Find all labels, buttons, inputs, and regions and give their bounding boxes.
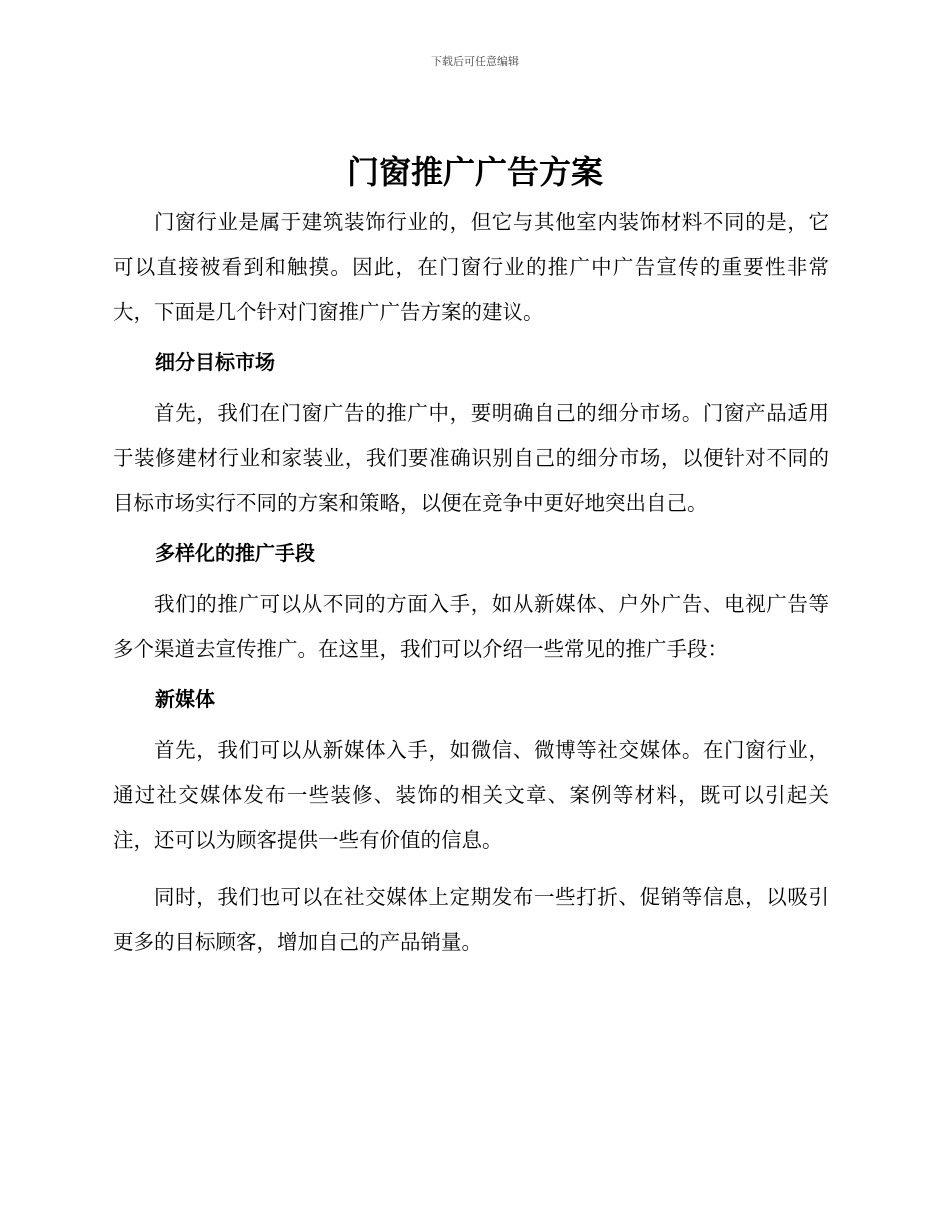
intro-paragraph: 门窗行业是属于建筑装饰行业的，但它与其他室内装饰材料不同的是，它可以直接被看到和触摸。因此，在门窗行业的推广中广告宣传的重要性非常大，下面是几个针对门窗推广广告方案的建议。 <box>113 210 829 324</box>
section-heading-new-media: 新媒体 <box>155 687 215 711</box>
document-body <box>113 200 829 965</box>
paragraph-target-market: 首先，我们在门窗广告的推广中，要明确自己的细分市场。门窗产品适用于装修建材行业和家装业，我们要准确识别自己的细分市场，以便针对不同的目标市场实行不同的方案和策略，以便在竞争中更好地突出自己。 <box>113 401 829 515</box>
paragraph-new-media: 首先，我们可以从新媒体入手，如微信、微博等社交媒体。在门窗行业，通过社交媒体发布一些装修、装饰的相关文章、案例等材料，既可以引起关注，还可以为顾客提供一些有价值的信息。 <box>113 738 829 852</box>
document-title: 门窗推广广告方案 <box>346 153 603 191</box>
paragraph-promotions: 同时，我们也可以在社交媒体上定期发布一些打折、促销等信息，以吸引更多的目标顾客，增加自己的产品销量。 <box>113 885 829 954</box>
section-heading-promotion-methods: 多样化的推广手段 <box>155 541 315 565</box>
paragraph-promotion-methods: 我们的推广可以从不同的方面入手，如从新媒体、户外广告、电视广告等多个渠道去宣传推广。在这里，我们可以介绍一些常见的推广手段： <box>113 592 829 661</box>
section-heading-target-market: 细分目标市场 <box>155 350 275 374</box>
header-note: 下载后可任意编辑 <box>431 55 519 68</box>
